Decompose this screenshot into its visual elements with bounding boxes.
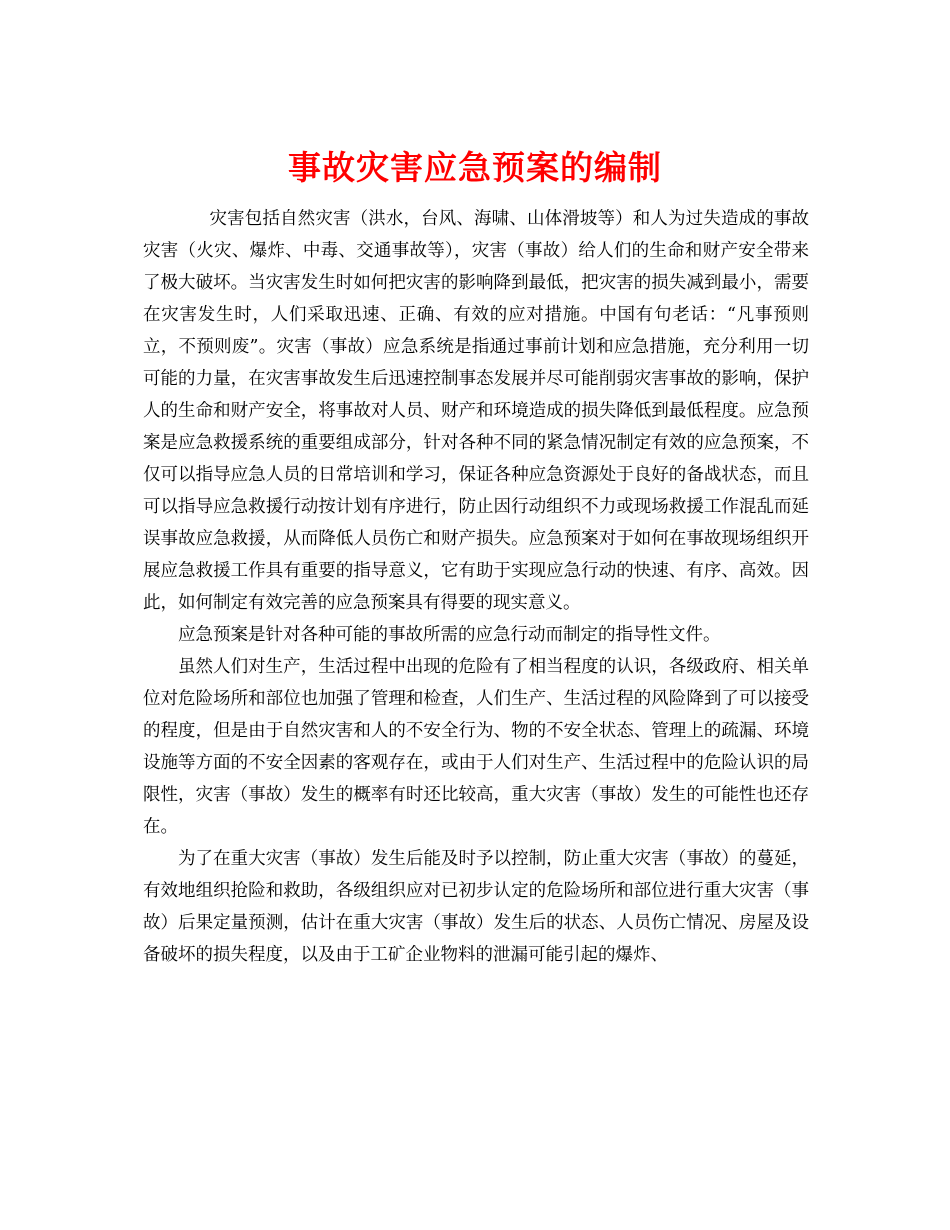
document-title: 事故灾害应急预案的编制 [288,148,662,188]
document-body [143,203,809,971]
paragraph-intro: 灾害包括自然灾害（洪水，台风、海啸、山体滑坡等）和人为过失造成的事故灾害（火灾、爆炸、中毒、交通事故等），灾害（事故）给人们的生命和财产安全带来了极大破坏。当灾害发生时如何把灾害的影响降到最低，把灾害的损失减到最小，需要在灾害发生时，人们采取迅速、正确、有效的应对措施。中国有句老话：“凡事预则立，不预则废”。灾害（事故）应急系统是指通过事前计划和应急措施，充分利用一切可能的力量，在灾害事故发生后迅速控制事态发展并尽可能削弱灾害事故的影响，保护人的生命和财产安全，将事故对人员、财产和环境造成的损失降低到最低程度。应急预案是应急救援系统的重要组成部分，针对各种不同的紧急情况制定有效的应急预案，不仅可以指导应急人员的日常培训和学习，保证各种应急资源处于良好的备战状态，而且可以指导应急救援行动按计划有序进行，防止因行动组织不力或现场救援工作混乱而延误事故应急救援，从而降低人员伤亡和财产损失。应急预案对于如何在事故现场组织开展应急救援工作具有重要的指导意义，它有助于实现应急行动的快速、有序、高效。因此，如何制定有效完善的应急预案具有得要的现实意义。 [143,209,809,613]
paragraph-risk: 虽然人们对生产，生活过程中出现的危险有了相当程度的认识，各级政府、相关单位对危险场所和部位也加强了管理和检查，人们生产、生活过程的风险降到了可以接受的程度，但是由于自然灾害和人的不安全行为、物的不安全状态、管理上的疏漏、环境设施等方面的不安全因素的客观存在，或由于人们对生产、生活过程中的危险认识的局限性，灾害（事故）发生的概率有时还比较高，重大灾害（事故）发生的可能性也还存在。 [143,657,809,837]
paragraph-definition: 应急预案是针对各种可能的事故所需的应急行动而制定的指导性文件。 [178,625,721,645]
paragraph-control: 为了在重大灾害（事故）发生后能及时予以控制，防止重大灾害（事故）的蔓延，有效地组织抢险和救助，各级组织应对已初步认定的危险场所和部位进行重大灾害（事故）后果定量预测，估计在重大灾害（事故）发生后的状态、人员伤亡情况、房屋及设备破坏的损失程度，以及由于工矿企业物料的泄漏可能引起的爆炸、 [143,849,809,965]
